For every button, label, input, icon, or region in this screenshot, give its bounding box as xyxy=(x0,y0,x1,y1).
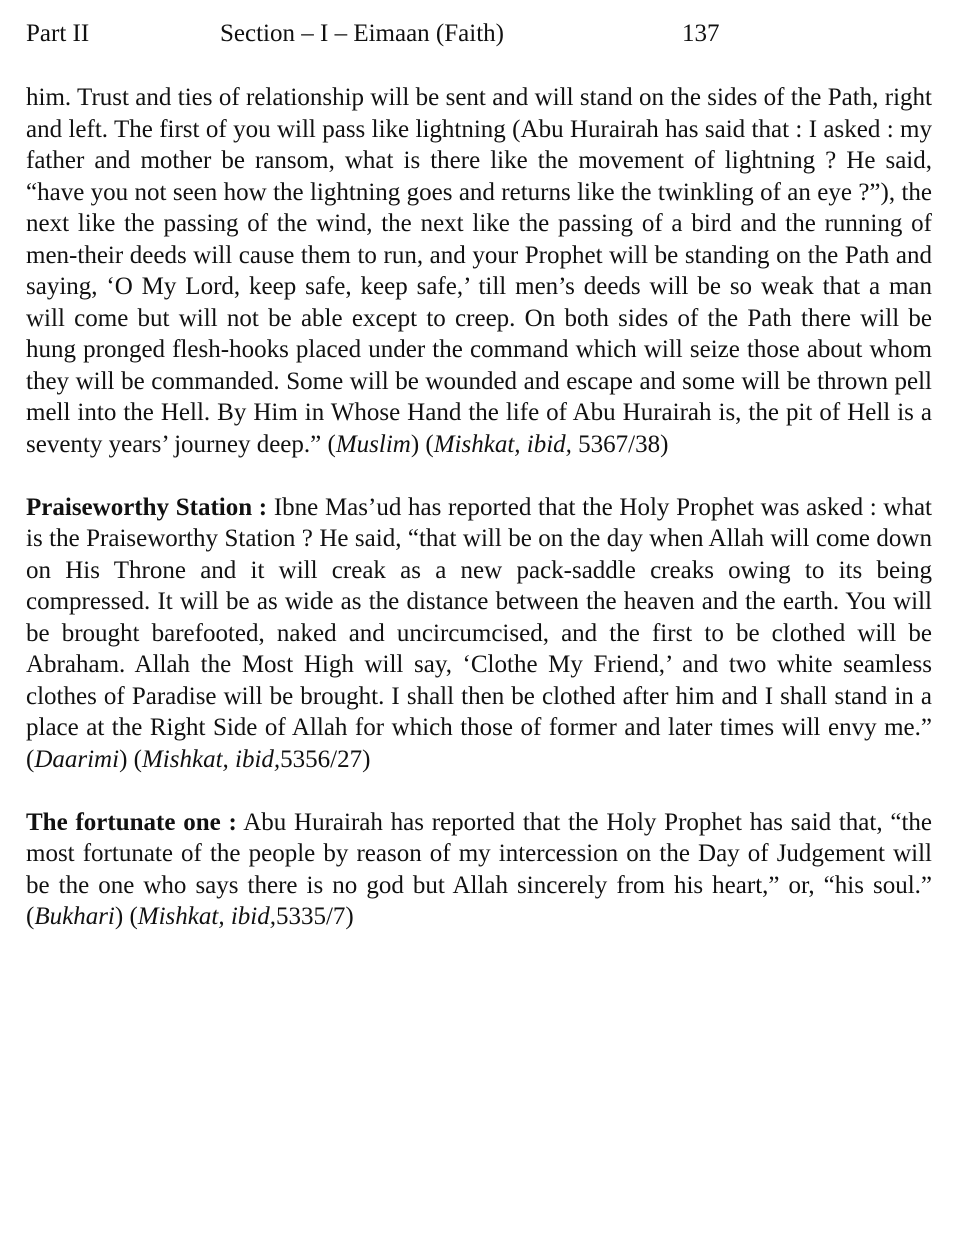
citation-reference: 5367/38) xyxy=(571,430,669,458)
citation-mishkat: Mishkat, ibid, xyxy=(141,745,281,773)
citation-open: ( xyxy=(327,430,336,458)
paragraph-text: Ibne Mas’ud has reported that the Holy Prophet was asked : what is the Praiseworthy Station ? He said, “that will be on the day when Allah will come down on His Throne and it will creak as a new pack-saddle creaks owing to its being compressed. It will be as wide as the distance between the heaven and the earth. You will be brought barefooted, naked and uncircumcised, and the first to be clothed will be Abraham. Allah the Most High will say, ‘Clothe My Friend,’ and two white seamless clothes of Paradise will be brought. I shall then be clothed after him and I shall stand in a place at the Right Side of Allah for which those of former and later times will envy me.” xyxy=(26,493,933,741)
citation-source: Daarimi xyxy=(34,745,120,773)
paragraph-text: him. Trust and ties of relationship will be sent and will stand on the sides of the Path, right and left. The first of you will pass like lightning (Abu Hurairah has said that : I asked : my father and mother be ransom, what is there like the movement of lightning ? He said, “have you not seen how the lightning goes and returns like the twinkling of an eye ?”), the next like the passing of the wind, the next like the passing of a bird and the running of men-their deeds will cause them to run, and your Prophet will be standing on the Path and saying, ‘O My Lord, keep safe, keep safe,’ till men’s deeds will be so weak that a man will come but will not be able except to creep. On both sides of the Path there will be hung pronged flesh-hooks placed under the command which will seize those about whom they will be commanded. Some will be wounded and escape and some will be thrown pell mell into the Hell. By Him in Whose Hand the life of Abu Hurairah is, the pit of Hell is a seventy years’ journey deep.” xyxy=(26,84,932,458)
page-header xyxy=(26,18,726,50)
paragraph-text: Abu Hurairah has reported that the Holy Prophet has said that, “the most fortunate of the people by reason of my intercession on the Day of Judgement will be the one who says there is no god but Allah sincerely from his heart,” or, “his soul.” xyxy=(26,808,933,899)
page-number: 137 xyxy=(682,20,720,47)
citation-open: ( xyxy=(26,903,35,930)
header-section-title: Section – I – Eimaan (Faith) xyxy=(220,20,504,47)
citation-separator: ) ( xyxy=(119,745,142,773)
citation-mishkat: Mishkat, ibid, xyxy=(433,430,572,458)
header-part: Part II xyxy=(26,20,90,47)
citation-open: ( xyxy=(26,745,35,773)
citation-source: Bukhari xyxy=(34,903,115,930)
paragraph-fortunate-one xyxy=(26,807,932,933)
page-body xyxy=(26,82,932,964)
paragraph-praiseworthy-station xyxy=(26,492,932,776)
citation-reference: 5356/27) xyxy=(280,745,371,773)
citation-separator: ) ( xyxy=(410,430,434,458)
paragraph-heading: The fortunate one : xyxy=(26,808,237,836)
citation-reference: 5335/7) xyxy=(275,903,354,930)
citation-mishkat: Mishkat, ibid, xyxy=(137,903,276,930)
paragraph-path-description xyxy=(26,82,932,460)
paragraph-heading: Praiseworthy Station : xyxy=(26,493,268,521)
citation-separator: ) ( xyxy=(114,903,138,930)
citation-source: Muslim xyxy=(335,430,411,458)
